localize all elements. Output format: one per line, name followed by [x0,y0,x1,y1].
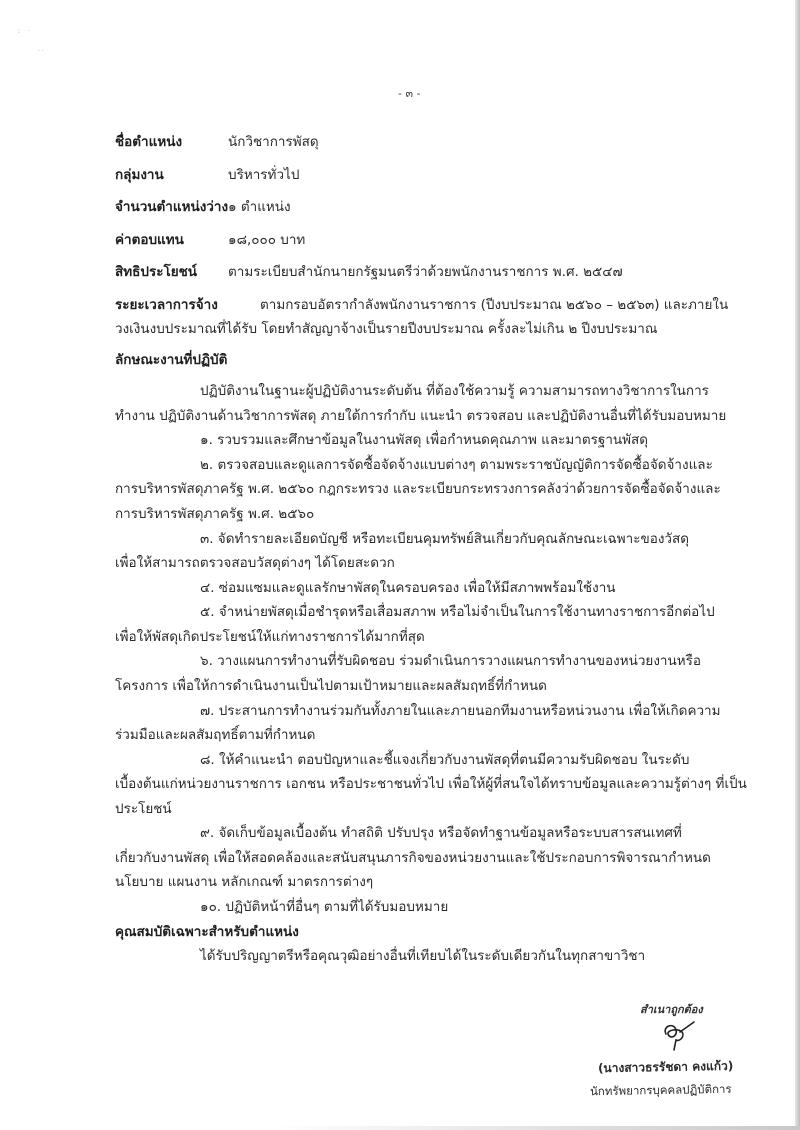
duty-item-1: ๑. รวบรวมและศึกษาข้อมูลในงานพัสดุ เพื่อกำหนดคุณภาพ และมาตรฐานพัสดุ [200,432,649,448]
duties-heading: ลักษณะงานที่ปฏิบัติ [115,352,228,368]
field-label-benefits: สิทธิประโยชน์ [115,264,198,280]
signatory-name: (นางสาวธรรัชดา คงแก้ว) [597,1058,734,1076]
field-value-position: นักวิชาการพัสดุ [228,134,319,150]
duty-item-6: ๖. วางแผนการทำงานที่รับผิดชอบ ร่วมดำเนินการวางแผนการทำงานของหน่วยงานหรือ [200,653,701,669]
duty-item-8-cont: ประโยชน์ [115,801,172,817]
field-value-vacancies: ๑ ตำแหน่ง [228,199,291,215]
signatory-title: นักทรัพยากรบุคคลปฏิบัติการ [589,1081,732,1099]
field-label-vacancies: จำนวนตำแหน่งว่าง [115,199,229,215]
duty-item-5-cont: เพื่อให้พัสดุเกิดประโยชน์ให้แก่ทางราชการได้มากที่สุด [115,629,425,645]
duty-item-7: ๗. ประสานการทำงานร่วมกันทั้งภายในและภายนอกทีมงานหรือหน่วนงาน เพื่อให้เกิดความ [200,703,721,719]
scan-specks: : · [18,28,33,35]
duty-item-8: ๘. ให้คำแนะนำ ตอบปัญหาและชี้แจงเกี่ยวกับงานพัสดุที่ตนมีความรับผิดชอบ ในระดับ [200,752,690,768]
duty-item-10: ๑๐. ปฏิบัติหน้าที่อื่นๆ ตามที่ได้รับมอบหมาย [200,899,449,915]
duty-item-9: ๙. จัดเก็บข้อมูลเบื้องต้น ทำสถิติ ปรับปรุง หรือจัดทำฐานข้อมูลหรือระบบสารสนเทศที่ [200,825,682,841]
duty-item-7-cont: ร่วมมือและผลสัมฤทธิ์ตามที่กำหนด [115,727,316,743]
handwritten-signature-icon [658,1020,698,1054]
field-label-salary: ค่าตอบแทน [115,232,184,248]
field-label-employment-period: ระยะเวลาการจ้าง [115,297,218,313]
scan-bottom-edge [270,1126,800,1130]
certified-copy-stamp: สำเนาถูกต้อง [640,1003,703,1016]
qualifications-text: ได้รับปริญญาตรีหรือคุณวุฒิอย่างอื่นที่เทียบได้ในระดับเดียวกันในทุกสาขาวิชา [200,948,646,964]
field-value-benefits: ตามระเบียบสำนักนายกรัฐมนตรีว่าด้วยพนักงานราชการ พ.ศ. ๒๕๔๗ [228,264,623,280]
duties-intro-line: ทำงาน ปฏิบัติงานด้านวิชาการพัสดุ ภายใต้การกำกับ แนะนำ ตรวจสอบ และปฏิบัติงานอื่นที่ได้รับมอบหมาย [115,408,727,424]
qualifications-heading: คุณสมบัติเฉพาะสำหรับตำแหน่ง [115,924,299,940]
duty-item-9-cont: เกี่ยวกับงานพัสดุ เพื่อให้สอดคล้องและสนับสนุนภารกิจของหน่วยงานและใช้ประกอบการพิจารณากำหนด [115,850,711,866]
field-label-position: ชื่อตำแหน่ง [115,134,183,150]
scan-specks: · · [38,48,44,55]
duty-item-3: ๓. จัดทำรายละเอียดบัญชี หรือทะเบียนคุมทรัพย์สินเกี่ยวกับคุณลักษณะเฉพาะของวัสดุ [200,531,689,547]
duties-intro-line: ปฏิบัติงานในฐานะผู้ปฏิบัติงานระดับต้น ที่ต้องใช้ความรู้ ความสามารถทางวิชาการในการ [200,383,709,399]
duty-item-6-cont: โครงการ เพื่อให้การดำเนินงานเป็นไปตามเป้าหมายและผลสัมฤทธิ์ที่กำหนด [115,678,547,694]
duty-item-2-cont: การบริหารพัสดุภาครัฐ พ.ศ. ๒๕๖๐ กฎกระทรวง และระเบียบกระทรวงการคลังว่าด้วยการจัดซื้อจัดจ้างและ [115,481,721,497]
duty-item-5: ๕. จำหน่ายพัสดุเมื่อชำรุดหรือเสื่อมสภาพ หรือไม่จำเป็นในการใช้งานทางราชการอีกต่อไป [200,604,715,620]
field-value-salary: ๑๘,๐๐๐ บาท [228,232,306,248]
duty-item-2-cont: การบริหารพัสดุภาครัฐ พ.ศ. ๒๕๖๐ [115,506,315,522]
duty-item-8-cont: เบื้องต้นแก่หน่วยงานราชการ เอกชน หรือประชาชนทั่วไป เพื่อให้ผู้ที่สนใจได้ทราบข้อมูลและความรู้ต่างๆ ที่เป็น [115,776,747,792]
page-number: - ๓ - [398,87,421,100]
field-value-group: บริหารทั่วไป [228,167,300,183]
duty-item-4: ๔. ซ่อมแซมและดูแลรักษาพัสดุในครอบครอง เพื่อให้มีสภาพพร้อมใช้งาน [200,580,616,596]
field-value-employment-period: ตามกรอบอัตรากำลังพนักงานราชการ (ปีงบประมาณ ๒๕๖๐ – ๒๕๖๓) และภายใน [260,297,729,313]
duty-item-9-cont: นโยบาย แผนงาน หลักเกณฑ์ มาตรการต่างๆ [115,874,374,890]
duty-item-3-cont: เพื่อให้สามารถตรวจสอบวัสดุต่างๆ ได้โดยสะดวก [115,555,395,571]
scan-right-edge [795,0,800,1130]
field-value-employment-period-cont: วงเงินงบประมาณที่ได้รับ โดยทำสัญญาจ้างเป็นรายปีงบประมาณ ครั้งละไม่เกิน ๒ ปีงบประมาณ [115,321,658,337]
field-label-group: กลุ่มงาน [115,167,164,183]
duty-item-2: ๒. ตรวจสอบและดูแลการจัดซื้อจัดจ้างแบบต่างๆ ตามพระราชบัญญัติการจัดซื้อจัดจ้างและ [200,457,713,473]
